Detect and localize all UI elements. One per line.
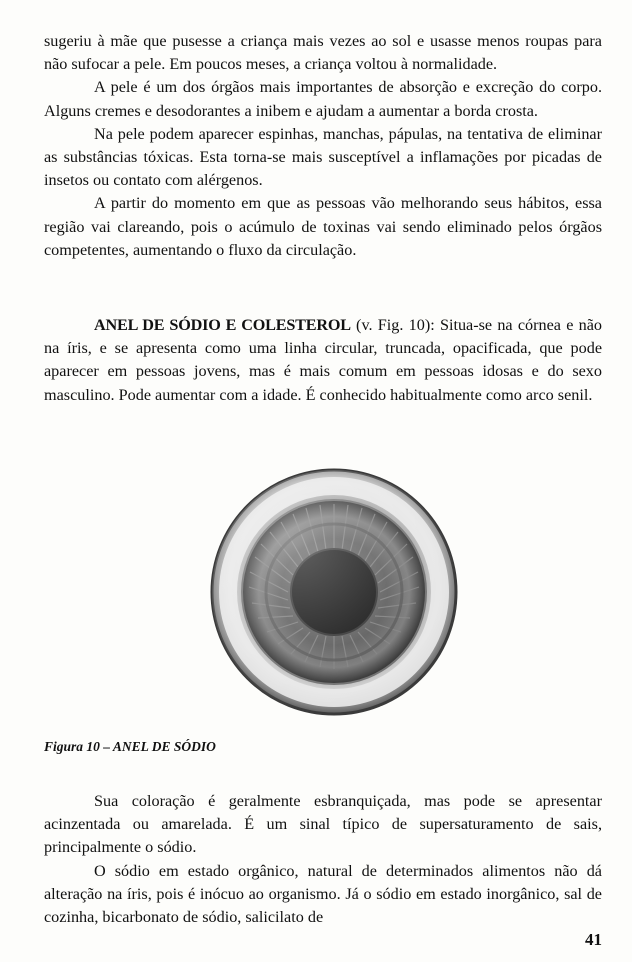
section-title: ANEL DE SÓDIO E COLESTEROL — [94, 316, 351, 334]
paragraph-4: A partir do momento em que as pessoas vão melhorando seus hábitos, essa região vai clareando, pois o acúmulo de toxinas vai sendo eliminado pelos órgãos competentes, aumentando o fluxo da circulação. — [44, 194, 602, 259]
figure-caption: Figura 10 – ANEL DE SÓDIO — [44, 739, 216, 754]
section-paragraph — [44, 314, 602, 407]
top-text-block — [44, 30, 602, 262]
paragraph-1: sugeriu à mãe que pusesse a criança mais vezes ao sol e usasse menos roupas para não sufocar a pele. Em poucos meses, a criança voltou à normalidade. — [44, 32, 602, 74]
page-number: 41 — [585, 930, 602, 949]
section-text: (v. Fig. 10): Situa-se na córnea e não na íris, e se apresenta como uma linha circular, truncada, opacificada, que pode aparecer em pessoas jovens, mas é mais comum em pessoas idosas e do sexo masculino. Pode aumentar com a idade. É conhecido habitualmente como arco senil. — [44, 316, 602, 404]
eye-highlight — [212, 470, 456, 714]
sodium-ring-section — [44, 314, 602, 407]
paragraph-2: A pele é um dos órgãos mais importantes de absorção e excreção do corpo. Alguns cremes e desodorantes a inibem e ajudam a aumentar a borda crosta. — [44, 78, 602, 120]
iris-illustration — [194, 466, 474, 722]
bottom-text-block — [44, 790, 602, 929]
paragraph-6: O sódio em estado orgânico, natural de determinados alimentos não dá alteração na íris, pois é inócuo ao organismo. Já o sódio em estado inorgânico, sal de cozinha, bicarbonato de sódio, salicilato de — [44, 861, 602, 927]
figure-10 — [194, 466, 474, 722]
paragraph-5: Sua coloração é geralmente esbranquiçada, mas pode se apresentar acinzentada ou amarelada. É um sinal típico de supersaturamento de sais, principalmente o sódio. — [44, 792, 602, 857]
paragraph-3: Na pele podem aparecer espinhas, manchas, pápulas, na tentativa de eliminar as substâncias tóxicas. Esta torna-se mais susceptível a inflamações por picadas de insetos ou contato com alérgenos. — [44, 124, 602, 190]
